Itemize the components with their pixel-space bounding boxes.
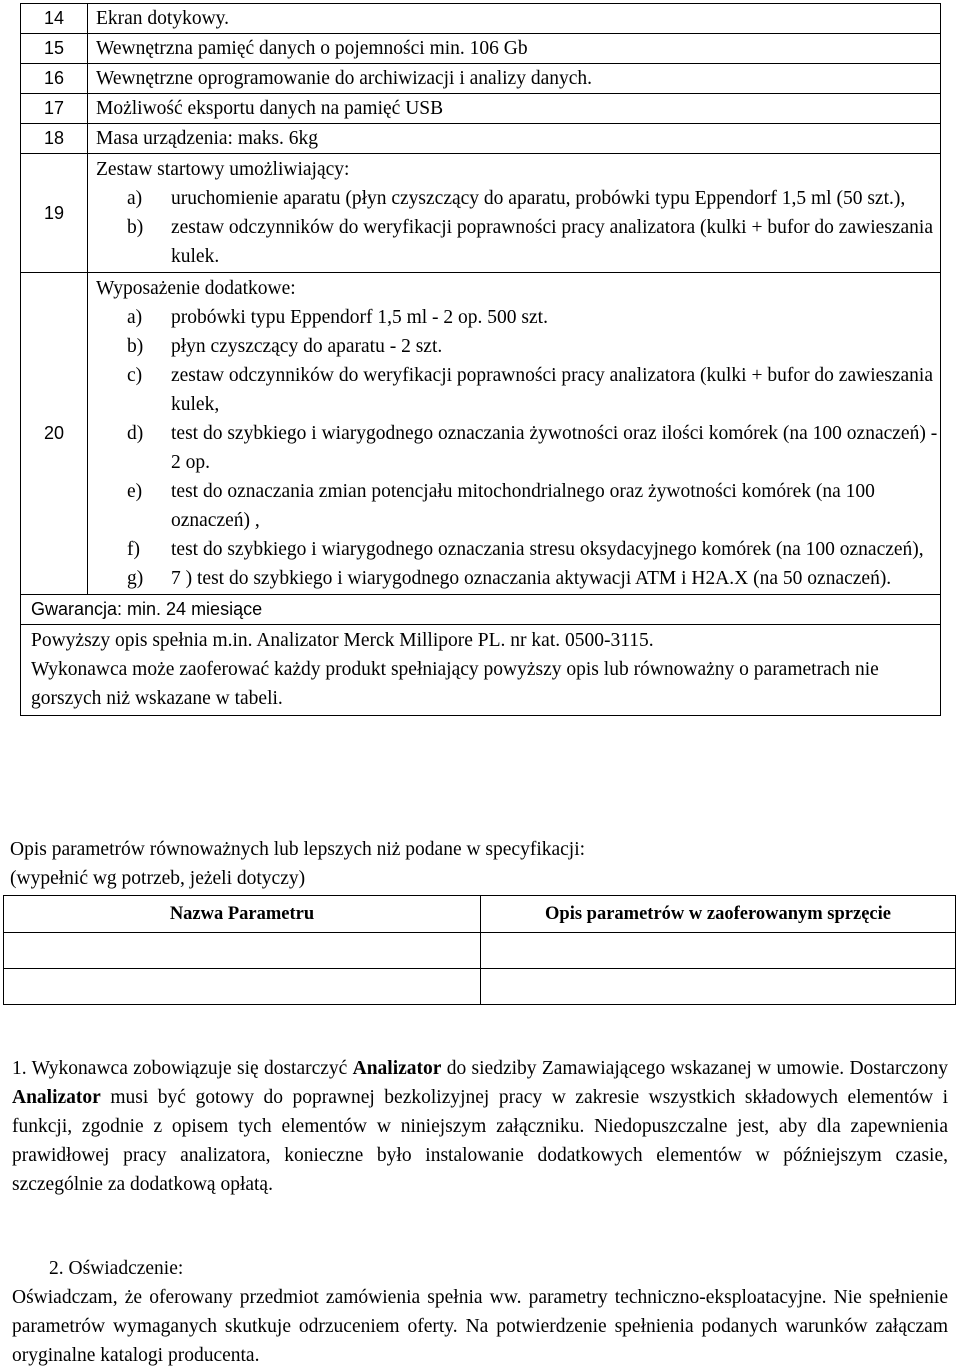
parameter-description-cell[interactable] (481, 933, 956, 969)
list-item (96, 332, 940, 361)
item-text: uruchomienie aparatu (płyn czyszczący do aparatu, probówki typu Eppendorf 1,5 ml (50 szt.), (171, 188, 906, 209)
delivery-text-3: musi być gotowy do poprawnej bezkolizyjnej pracy w zakresie wszystkich składowych elementów i funkcji, zgodnie z opisem tych elementów w niniejszym załączniku. Niedopuszczalne jest, aby dla zapewnienia prawidłowej pracy analizatora, konieczne było instalowanie dodatkowych elementów w późniejszym czasie, szczególnie za dodatkową opłatą. (12, 1087, 948, 1195)
table-row (21, 94, 941, 124)
table-header-row (4, 896, 956, 933)
starter-kit-title: Zestaw startowy umożliwiający: (96, 159, 350, 180)
equivalent-parameters-table (3, 895, 956, 1005)
table-row (4, 933, 956, 969)
item-letter: a) (127, 188, 143, 209)
table-row (21, 34, 941, 64)
row-text: Wewnętrzna pamięć danych o pojemności min. 106 Gb (88, 34, 941, 64)
item-text: probówki typu Eppendorf 1,5 ml - 2 op. 500 szt. (171, 307, 548, 328)
parameter-name-cell[interactable] (4, 933, 481, 969)
row-number: 15 (21, 34, 88, 64)
table-row (21, 124, 941, 154)
item-text: płyn czyszczący do aparatu - 2 szt. (171, 336, 443, 357)
item-letter: d) (127, 423, 144, 444)
parameter-description-cell[interactable] (481, 969, 956, 1005)
item-letter: b) (127, 336, 144, 357)
item-letter: b) (127, 217, 144, 238)
row-number: 16 (21, 64, 88, 94)
column-header-parameter-description: Opis parametrów w zaoferowanym sprzęcie (481, 896, 956, 933)
table-row (21, 64, 941, 94)
row-number: 18 (21, 124, 88, 154)
analyzer-bold-1: Analizator (352, 1058, 442, 1079)
table-row (21, 595, 941, 625)
item-letter: a) (127, 307, 143, 328)
row-text: Masa urządzenia: maks. 6kg (88, 124, 941, 154)
table-row (21, 273, 941, 595)
row-text: Ekran dotykowy. (88, 4, 941, 34)
list-item (96, 477, 940, 535)
table-row (4, 969, 956, 1005)
list-item (96, 419, 940, 477)
parameter-name-cell[interactable] (4, 969, 481, 1005)
starter-kit-cell (88, 154, 941, 273)
table-row (21, 625, 941, 716)
delivery-text-1: 1. Wykonawca zobowiązuje się dostarczyć (12, 1058, 353, 1079)
row-number: 19 (21, 154, 88, 273)
item-text: zestaw odczynników do weryfikacji poprawności pracy analizatora (kulki + bufor do zawieszania kulek, (171, 365, 933, 415)
item-letter: e) (127, 481, 143, 502)
list-item (96, 535, 940, 564)
analyzer-bold-2: Analizator (12, 1087, 101, 1108)
specification-table (20, 3, 941, 716)
row-text: Wewnętrzne oprogramowanie do archiwizacji i analizy danych. (88, 64, 941, 94)
declaration-heading: 2. Oświadczenie: (49, 1258, 184, 1279)
item-letter: f) (127, 539, 140, 560)
equivalents-title-line1: Opis parametrów równoważnych lub lepszych niż podane w specyfikacji: (10, 839, 586, 860)
equivalents-title (10, 835, 585, 893)
list-item (96, 213, 940, 271)
table-row (21, 154, 941, 273)
item-text: test do oznaczania zmian potencjału mitochondrialnego oraz żywotności komórek (na 100 oznaczeń) , (171, 481, 875, 531)
item-text: test do szybkiego i wiarygodnego oznaczania żywotności oraz ilości komórek (na 100 oznaczeń) - 2 op. (171, 423, 938, 473)
notes-cell (21, 625, 941, 716)
extra-equipment-title: Wyposażenie dodatkowe: (96, 278, 296, 299)
row-number: 17 (21, 94, 88, 124)
list-item (96, 184, 940, 213)
item-text: zestaw odczynników do weryfikacji poprawności pracy analizatora (kulki + bufor do zawieszania kulek. (171, 217, 933, 267)
list-item (96, 564, 940, 593)
delivery-text-2: do siedziby Zamawiającego wskazanej w umowie. Dostarczony (441, 1058, 948, 1079)
delivery-paragraph (12, 1054, 948, 1199)
equivalence-note: Wykonawca może zaoferować każdy produkt spełniający powyższy opis lub równoważny o parametrach nie gorszych niż wskazane w tabeli. (31, 659, 879, 709)
equivalents-title-line2: (wypełnić wg potrzeb, jeżeli dotyczy) (10, 868, 306, 889)
item-text: 7 ) test do szybkiego i wiarygodnego oznaczania aktywacji ATM i H2A.X (na 50 oznaczeń). (171, 568, 892, 589)
list-item (96, 361, 940, 419)
row-number: 14 (21, 4, 88, 34)
declaration-text: Oświadczam, że oferowany przedmiot zamówienia spełnia ww. parametry techniczno-eksploatacyjne. Nie spełnienie parametrów wymaganych skutkuje odrzuceniem oferty. Na potwierdzenie spełnienia podanych warunków załączam oryginalne katalogi producenta. (12, 1287, 948, 1366)
row-text: Możliwość eksportu danych na pamięć USB (88, 94, 941, 124)
item-letter: c) (127, 365, 143, 386)
declaration-section (12, 1254, 948, 1370)
item-letter: g) (127, 568, 144, 589)
column-header-parameter-name: Nazwa Parametru (4, 896, 481, 933)
list-item (96, 303, 940, 332)
table-row (21, 4, 941, 34)
row-number: 20 (21, 273, 88, 595)
reference-note: Powyższy opis spełnia m.in. Analizator Merck Millipore PL. nr kat. 0500-3115. (31, 630, 654, 651)
warranty: Gwarancja: min. 24 miesiące (21, 595, 941, 625)
item-text: test do szybkiego i wiarygodnego oznaczania stresu oksydacyjnego komórek (na 100 oznaczeń), (171, 539, 924, 560)
extra-equipment-cell (88, 273, 941, 595)
